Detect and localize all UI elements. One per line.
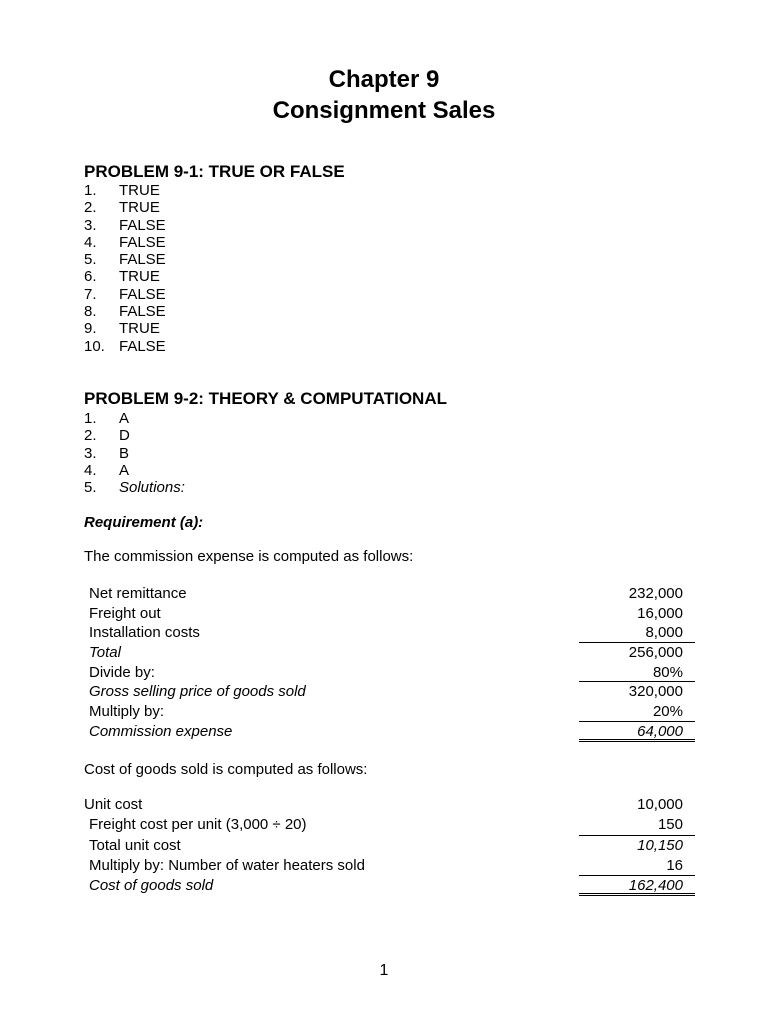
list-item: 2. D	[84, 427, 130, 445]
problem-9-2-heading: PROBLEM 9-2: THEORY & COMPUTATIONAL	[84, 389, 447, 408]
table-row: Freight out 16,000	[89, 604, 683, 622]
table-row: Gross selling price of goods sold 320,000	[89, 683, 683, 701]
table-row: Installation costs 8,000	[84, 623, 695, 643]
cogs-intro: Cost of goods sold is computed as follows:	[84, 761, 368, 778]
table-row: Total 256,000	[89, 644, 683, 662]
commission-computation	[84, 584, 695, 742]
list-item: 3. B	[84, 444, 130, 462]
table-row: Freight cost per unit (3,000 ÷ 20) 150	[84, 815, 695, 835]
list-item: 8. FALSE	[84, 303, 166, 321]
list-item: 4. A	[84, 461, 130, 479]
list-item: 10. FALSE	[84, 337, 166, 355]
list-item: 5. FALSE	[84, 251, 166, 269]
requirement-a-label: Requirement (a):	[84, 514, 204, 531]
problem-9-1-answer-list	[84, 182, 166, 355]
table-row: Multiply by: 20%	[84, 702, 695, 722]
problem-9-1-heading: PROBLEM 9-1: TRUE OR FALSE	[84, 162, 345, 181]
chapter-title: Chapter 9	[328, 66, 440, 93]
chapter-subtitle: Consignment Sales	[272, 97, 496, 124]
commission-intro: The commission expense is computed as follows:	[84, 548, 414, 565]
list-item: 2. TRUE	[84, 199, 160, 217]
list-item: 4. FALSE	[84, 233, 166, 251]
table-row: Total unit cost 10,150	[89, 836, 683, 854]
table-row: Cost of goods sold 162,400	[84, 876, 695, 896]
table-row: Net remittance 232,000	[89, 585, 683, 602]
list-item: 9. TRUE	[84, 320, 160, 338]
cogs-computation	[84, 795, 695, 896]
page-number: 1	[379, 962, 389, 979]
table-row: Unit cost 10,000	[84, 796, 683, 813]
list-item: 6. TRUE	[84, 268, 160, 286]
list-item: 7. FALSE	[84, 285, 166, 303]
table-row: Commission expense 64,000	[84, 722, 695, 742]
problem-9-2-answer-list	[84, 410, 185, 496]
table-row: Divide by: 80%	[84, 663, 695, 683]
list-item: 3. FALSE	[84, 216, 166, 234]
table-row: Multiply by: Number of water heaters sold 16	[84, 856, 695, 876]
list-item: 5. Solutions:	[84, 479, 185, 497]
list-item: 1. TRUE	[84, 182, 160, 199]
list-item: 1. A	[84, 410, 130, 427]
